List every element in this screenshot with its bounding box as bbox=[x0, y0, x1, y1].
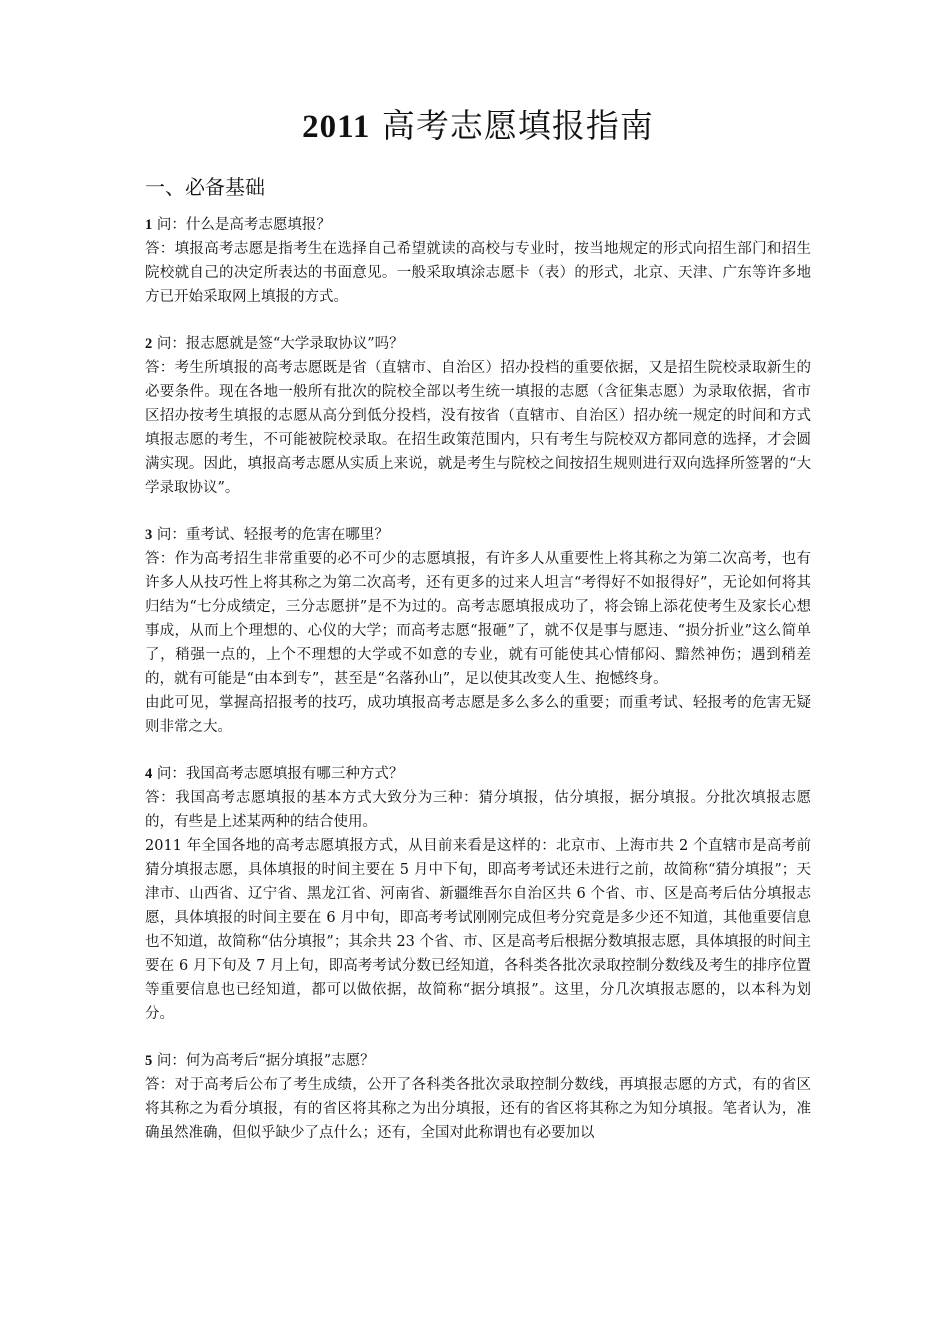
qa-item-5 bbox=[145, 1049, 811, 1145]
answer-paragraph: 答：填报高考志愿是指考生在选择自己希望就读的高校与专业时，按当地规定的形式向招生部门和招生院校就自己的决定所表达的书面意见。一般采取填涂志愿卡（表）的形式，北京、天津、广东等许多地方已开始采取网上填报的方式。 bbox=[145, 241, 811, 305]
qa-item-4 bbox=[145, 762, 811, 1026]
question-number: 2 bbox=[145, 336, 153, 352]
question-number: 1 bbox=[145, 217, 153, 233]
document-title bbox=[145, 96, 811, 157]
title-year: 2011 bbox=[302, 109, 371, 145]
question-text: 问：报志愿就是签“大学录取协议”吗？ bbox=[156, 336, 404, 352]
title-text: 高考志愿填报指南 bbox=[381, 106, 654, 145]
question-4 bbox=[145, 762, 811, 786]
question-2 bbox=[145, 332, 811, 356]
qa-item-1 bbox=[145, 213, 811, 309]
document-page bbox=[145, 96, 811, 1168]
question-text: 问：重考试、轻报考的危害在哪里？ bbox=[156, 527, 389, 543]
answer-paragraph: 答：对于高考后公布了考生成绩，公开了各科类各批次录取控制分数线，再填报志愿的方式，有的省区将其称之为看分填报，有的省区将其称之为出分填报，还有的省区将其称之为知分填报。笔者认为，准确虽然准确，但似乎缺少了点什么；还有，全国对此称谓也有必要加以 bbox=[145, 1077, 811, 1141]
answer-paragraph: 答：考生所填报的高考志愿既是省（直辖市、自治区）招办投档的重要依据，又是招生院校录取新生的必要条件。现在各地一般所有批次的院校全部以考生统一填报的志愿（含征集志愿）为录取依据，省市区招办按考生填报的志愿从高分到低分投档，没有按省（直辖市、自治区）招办统一规定的时间和方式填报志愿的考生，不可能被院校录取。在招生政策范围内，只有考生与院校双方都同意的选择，才会圆满实现。因此，填报高考志愿从实质上来说，就是考生与院校之间按招生规则进行双向选择所签署的“大学录取协议”。 bbox=[145, 360, 811, 496]
question-number: 5 bbox=[145, 1053, 153, 1069]
answer-paragraph: 答：我国高考志愿填报的基本方式大致分为三种：猜分填报，估分填报，据分填报。分批次填报志愿的，有些是上述某两种的结合使用。 bbox=[145, 790, 811, 830]
question-text: 问：何为高考后“据分填报”志愿？ bbox=[156, 1053, 375, 1069]
qa-item-2 bbox=[145, 332, 811, 500]
qa-item-3 bbox=[145, 523, 811, 739]
answer-paragraph: 2011 年全国各地的高考志愿填报方式，从目前来看是这样的：北京市、上海市共 2 个直辖市是高考前猜分填报志愿，具体填报的时间主要在 5 月中下旬，即高考考试还未进行之前，故简称“猜分填报”；天津市、山西省、辽宁省、黑龙江省、河南省、新疆维吾尔自治区共 6 个省、市、区是高考后估分填报志愿，具体填报的时间主要在 6 月中旬，即高考考试刚刚完成但考分究竟是多少还不知道，其他重要信息也不知道，故简称“估分填报”；其余共 23 个省、市、区是高考后根据分数填报志愿，具体填报的时间主要在 6 月下旬及 7 月上旬，即高考考试分数已经知道，各科类各批次录取控制分数线及考生的排序位置等重要信息也已经知道，都可以做依据，故简称“据分填报”。这里，分几次填报志愿的，以本科为划分。 bbox=[145, 838, 811, 1022]
answer-paragraph: 由此可见，掌握高招报考的技巧，成功填报高考志愿是多么多么的重要；而重考试、轻报考的危害无疑则非常之大。 bbox=[145, 695, 811, 735]
question-3 bbox=[145, 523, 811, 547]
question-1 bbox=[145, 213, 811, 237]
question-5 bbox=[145, 1049, 811, 1073]
question-number: 3 bbox=[145, 527, 153, 543]
question-text: 问：我国高考志愿填报有哪三种方式？ bbox=[156, 766, 404, 782]
question-number: 4 bbox=[145, 766, 153, 782]
question-text: 问：什么是高考志愿填报？ bbox=[156, 217, 331, 233]
answer-paragraph: 答：作为高考招生非常重要的必不可少的志愿填报，有许多人从重要性上将其称之为第二次高考，也有许多人从技巧性上将其称之为第二次高考，还有更多的过来人坦言“考得好不如报得好”，无论如何将其归结为“七分成绩定，三分志愿拼”是不为过的。高考志愿填报成功了，将会锦上添花使考生及家长心想事成，从而上个理想的、心仪的大学；而高考志愿“报砸”了，就不仅是事与愿违、“损分折业”这么简单了，稍强一点的，上个不理想的大学或不如意的专业，就有可能使其心情郁闷、黯然神伤；遇到稍差的，就有可能是“由本到专”，甚至是“名落孙山”，足以使其改变人生、抱憾终身。 bbox=[145, 551, 811, 687]
section-heading: 一、必备基础 bbox=[145, 175, 265, 199]
